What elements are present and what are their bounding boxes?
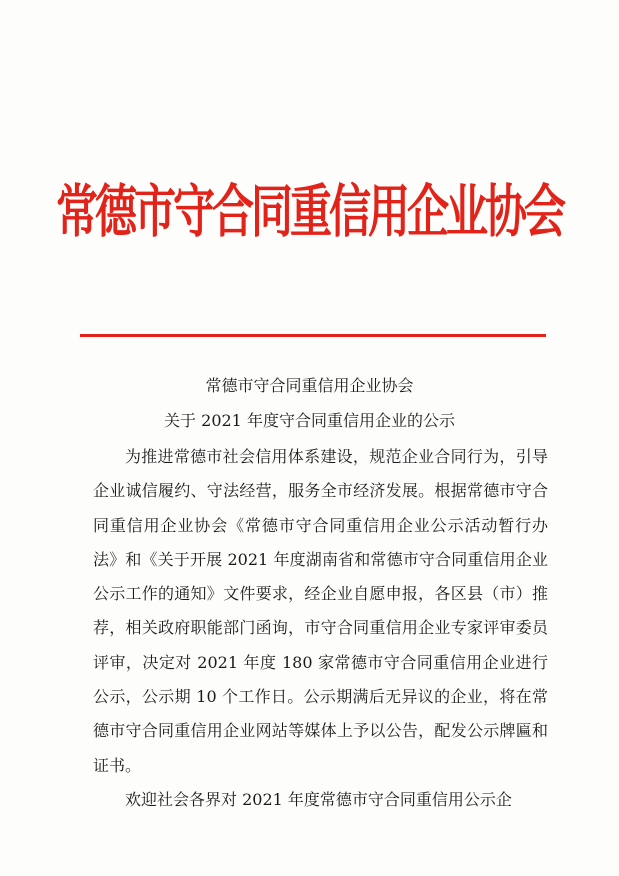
body-paragraph-1: 为推进常德市社会信用体系建设，规范企业合同行为，引导企业诚信履约、守法经营，服务全市经济发展。根据常德市守合同重信用企业协会《常德市守合同重信用企业公示活动暂行办法》和《关于开展 2021 年度湖南省和常德市守合同重信用企业公示工作的通知》文件要求，经企业自愿申报，各区县（市）推荐，相关政府职能部门函询，市守合同重信用企业专家评审委员评审，决定对 2021 年度 180 家常德市守合同重信用企业进行公示，公示期 10 个工作日。公示期满后无异议的企业，将在常德市守合同重信用企业网站等媒体上予以公告，配发公示牌匾和证书。 <box>93 447 548 775</box>
letterhead-divider <box>80 334 546 337</box>
document-title-line-1: 常德市守合同重信用企业协会 <box>205 376 414 395</box>
letterhead-title: 常德市守合同重信用企业协会 <box>55 178 563 245</box>
body-paragraph-2: 欢迎社会各界对 2021 年度常德市守合同重信用公示企 <box>125 789 512 809</box>
document-body <box>93 440 548 817</box>
document-title-line-2: 关于 2021 年度守合同重信用企业的公示 <box>164 411 455 430</box>
